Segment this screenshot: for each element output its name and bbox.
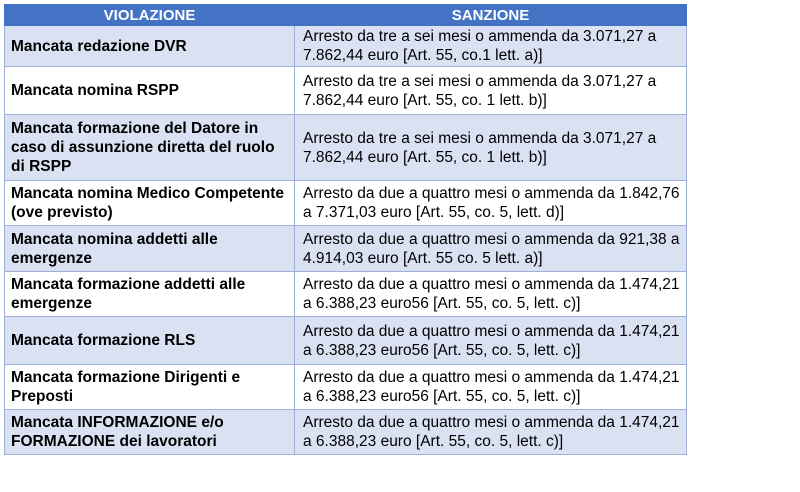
table-row xyxy=(5,317,687,365)
sanction-cell: Arresto da due a quattro mesi o ammenda da 921,38 a 4.914,03 euro [Art. 55 co. 5 lett. a)] xyxy=(295,226,687,272)
sanction-cell: Arresto da due a quattro mesi o ammenda da 1.474,21 a 6.388,23 euro56 [Art. 55, co. 5, lett. c)] xyxy=(295,272,687,317)
table-header-row xyxy=(5,5,687,26)
violation-cell: Mancata redazione DVR xyxy=(5,26,295,67)
table-row xyxy=(5,226,687,272)
table-row xyxy=(5,410,687,455)
table-row xyxy=(5,181,687,226)
violation-cell: Mancata formazione del Datore in caso di assunzione diretta del ruolo di RSPP xyxy=(5,115,295,181)
table-row xyxy=(5,365,687,410)
violation-cell: Mancata nomina RSPP xyxy=(5,67,295,115)
table-row xyxy=(5,26,687,67)
violation-cell: Mancata formazione addetti alle emergenze xyxy=(5,272,295,317)
violation-cell: Mancata formazione Dirigenti e Preposti xyxy=(5,365,295,410)
violation-cell: Mancata INFORMAZIONE e/o FORMAZIONE dei lavoratori xyxy=(5,410,295,455)
sanction-cell: Arresto da tre a sei mesi o ammenda da 3.071,27 a 7.862,44 euro [Art. 55, co. 1 lett. b)] xyxy=(295,115,687,181)
header-sanzione: SANZIONE xyxy=(295,5,687,26)
header-violazione: VIOLAZIONE xyxy=(5,5,295,26)
sanction-cell: Arresto da due a quattro mesi o ammenda da 1.474,21 a 6.388,23 euro [Art. 55, co. 5, lett. c)] xyxy=(295,410,687,455)
table-row xyxy=(5,67,687,115)
violation-cell: Mancata nomina Medico Competente (ove previsto) xyxy=(5,181,295,226)
sanction-cell: Arresto da tre a sei mesi o ammenda da 3.071,27 a 7.862,44 euro [Art. 55, co. 1 lett. b)] xyxy=(295,67,687,115)
violation-cell: Mancata nomina addetti alle emergenze xyxy=(5,226,295,272)
violation-cell: Mancata formazione RLS xyxy=(5,317,295,365)
sanction-cell: Arresto da due a quattro mesi o ammenda da 1.842,76 a 7.371,03 euro [Art. 55, co. 5, lett. d)] xyxy=(295,181,687,226)
sanctions-table xyxy=(4,4,687,455)
sanction-cell: Arresto da tre a sei mesi o ammenda da 3.071,27 a 7.862,44 euro [Art. 55, co.1 lett. a)] xyxy=(295,26,687,67)
sanction-cell: Arresto da due a quattro mesi o ammenda da 1.474,21 a 6.388,23 euro56 [Art. 55, co. 5, lett. c)] xyxy=(295,365,687,410)
sanction-cell: Arresto da due a quattro mesi o ammenda da 1.474,21 a 6.388,23 euro56 [Art. 55, co. 5, lett. c)] xyxy=(295,317,687,365)
table-row xyxy=(5,272,687,317)
table-row xyxy=(5,115,687,181)
